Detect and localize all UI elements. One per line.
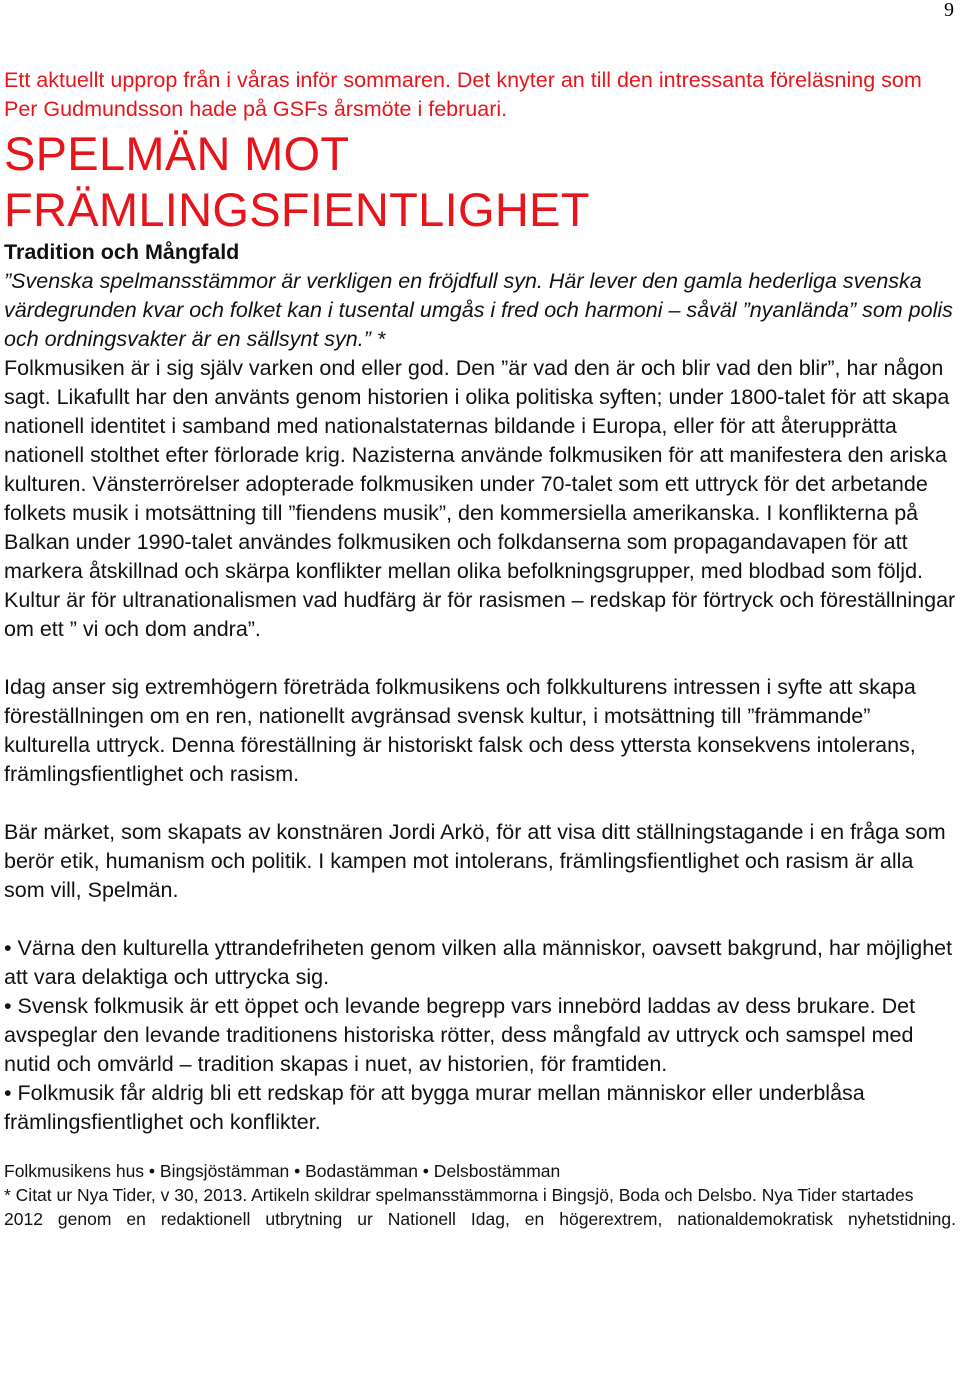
article xyxy=(4,66,956,1231)
bullet-item: • Folkmusik får aldrig bli ett redskap för att bygga murar mellan människor eller underblåsa främlingsfientlighet och konflikter. xyxy=(4,1081,865,1134)
footer-note-2: 2012 genom en redaktionell utbrytning ur Nationell Idag, en högerextrem, nationaldemokratisk nyhetstidning. xyxy=(4,1209,956,1229)
spacer xyxy=(4,1137,956,1159)
paragraph-1: Folkmusiken är i sig själv varken ond eller god. Den ”är vad den är och blir vad den blir”, har någon sagt. Likafullt har den använts genom historien i olika politiska syften; under 1800-talet för att skapa nationell identitet i samband med nationalstaternas bildande i Europa, eller för att återupprätta nationell stolthet efter förlorade krig. Nazisterna använde folkmusiken för att manifestera den ariska kulturen. Vänsterrörelser adopterade folkmusiken under 70-talet som ett uttryck för det arbetande folkets musik i motsättning till ”fiendens musik”, den kommersiella amerikanska. I konflikterna på Balkan under 1990-talet användes folkmusiken och folkdanserna som propagandavapen för att markera åtskillnad och skärpa konflikter mellan olika befolkningsgrupper, med blodbad som följd. Kultur är för ultranationalismen vad hudfärg är för rasismen – redskap för förtryck och föreställningar om ett ” vi och dom andra”. xyxy=(4,356,956,641)
spacer xyxy=(4,905,956,934)
paragraph-3: Bär märket, som skapats av konstnären Jordi Arkö, för att visa ditt ställningstagande i en fråga som berör etik, humanism och politik. I kampen mot intolerans, främlingsfientlighet och rasism är alla som vill, Spelmän. xyxy=(4,820,946,902)
footer-note-1: * Citat ur Nya Tider, v 30, 2013. Artikeln skildrar spelmansstämmorna i Bingsjö, Boda och Delsbo. Nya Tider startades xyxy=(4,1185,914,1205)
paragraph-2: Idag anser sig extremhögern företräda folkmusikens och folkkulturens intressen i syfte att skapa föreställningen om en ren, nationellt avgränsad svensk kultur, i motsättning till ”främmande” kulturella uttryck. Denna föreställning är historiskt falsk och dess yttersta konsekvens intolerans, främlingsfientlighet och rasism. xyxy=(4,675,916,786)
page-number: 9 xyxy=(944,0,954,21)
bullet-item: • Värna den kulturella yttrandefriheten genom vilken alla människor, oavsett bakgrund, har möjlighet att vara delaktiga och uttrycka sig. xyxy=(4,936,953,989)
intro-text: Ett aktuellt upprop från i våras inför sommaren. Det knyter an till den intressanta föreläsning som Per Gudmundsson hade på GSFs årsmöte i februari. xyxy=(4,68,922,121)
subtitle: Tradition och Mångfald xyxy=(4,240,240,264)
bullet-item: • Svensk folkmusik är ett öppet och levande begrepp vars innebörd laddas av dess brukare. Det avspeglar den levande traditionens historiska rötter, dess mångfald av uttryck och samspel med nutid och omvärld – tradition skapas i nuet, av historien, för framtiden. xyxy=(4,994,916,1076)
spacer xyxy=(4,644,956,673)
headline-line-1: SPELMÄN MOT xyxy=(4,127,350,180)
spacer xyxy=(4,789,956,818)
headline xyxy=(4,126,956,238)
quote: ”Svenska spelmansstämmor är verkligen en fröjdfull syn. Här lever den gamla hederliga svenska värdegrunden kvar och folket kan i tusental umgås i fred och harmoni – såväl ”nyanlända” som polis och ordningsvakter är en sällsynt syn.” * xyxy=(4,269,953,351)
headline-line-2: FRÄMLINGSFIENTLIGHET xyxy=(4,183,590,236)
footer-organizations: Folkmusikens hus • Bingsjöstämman • Bodastämman • Delsbostämman xyxy=(4,1161,561,1181)
